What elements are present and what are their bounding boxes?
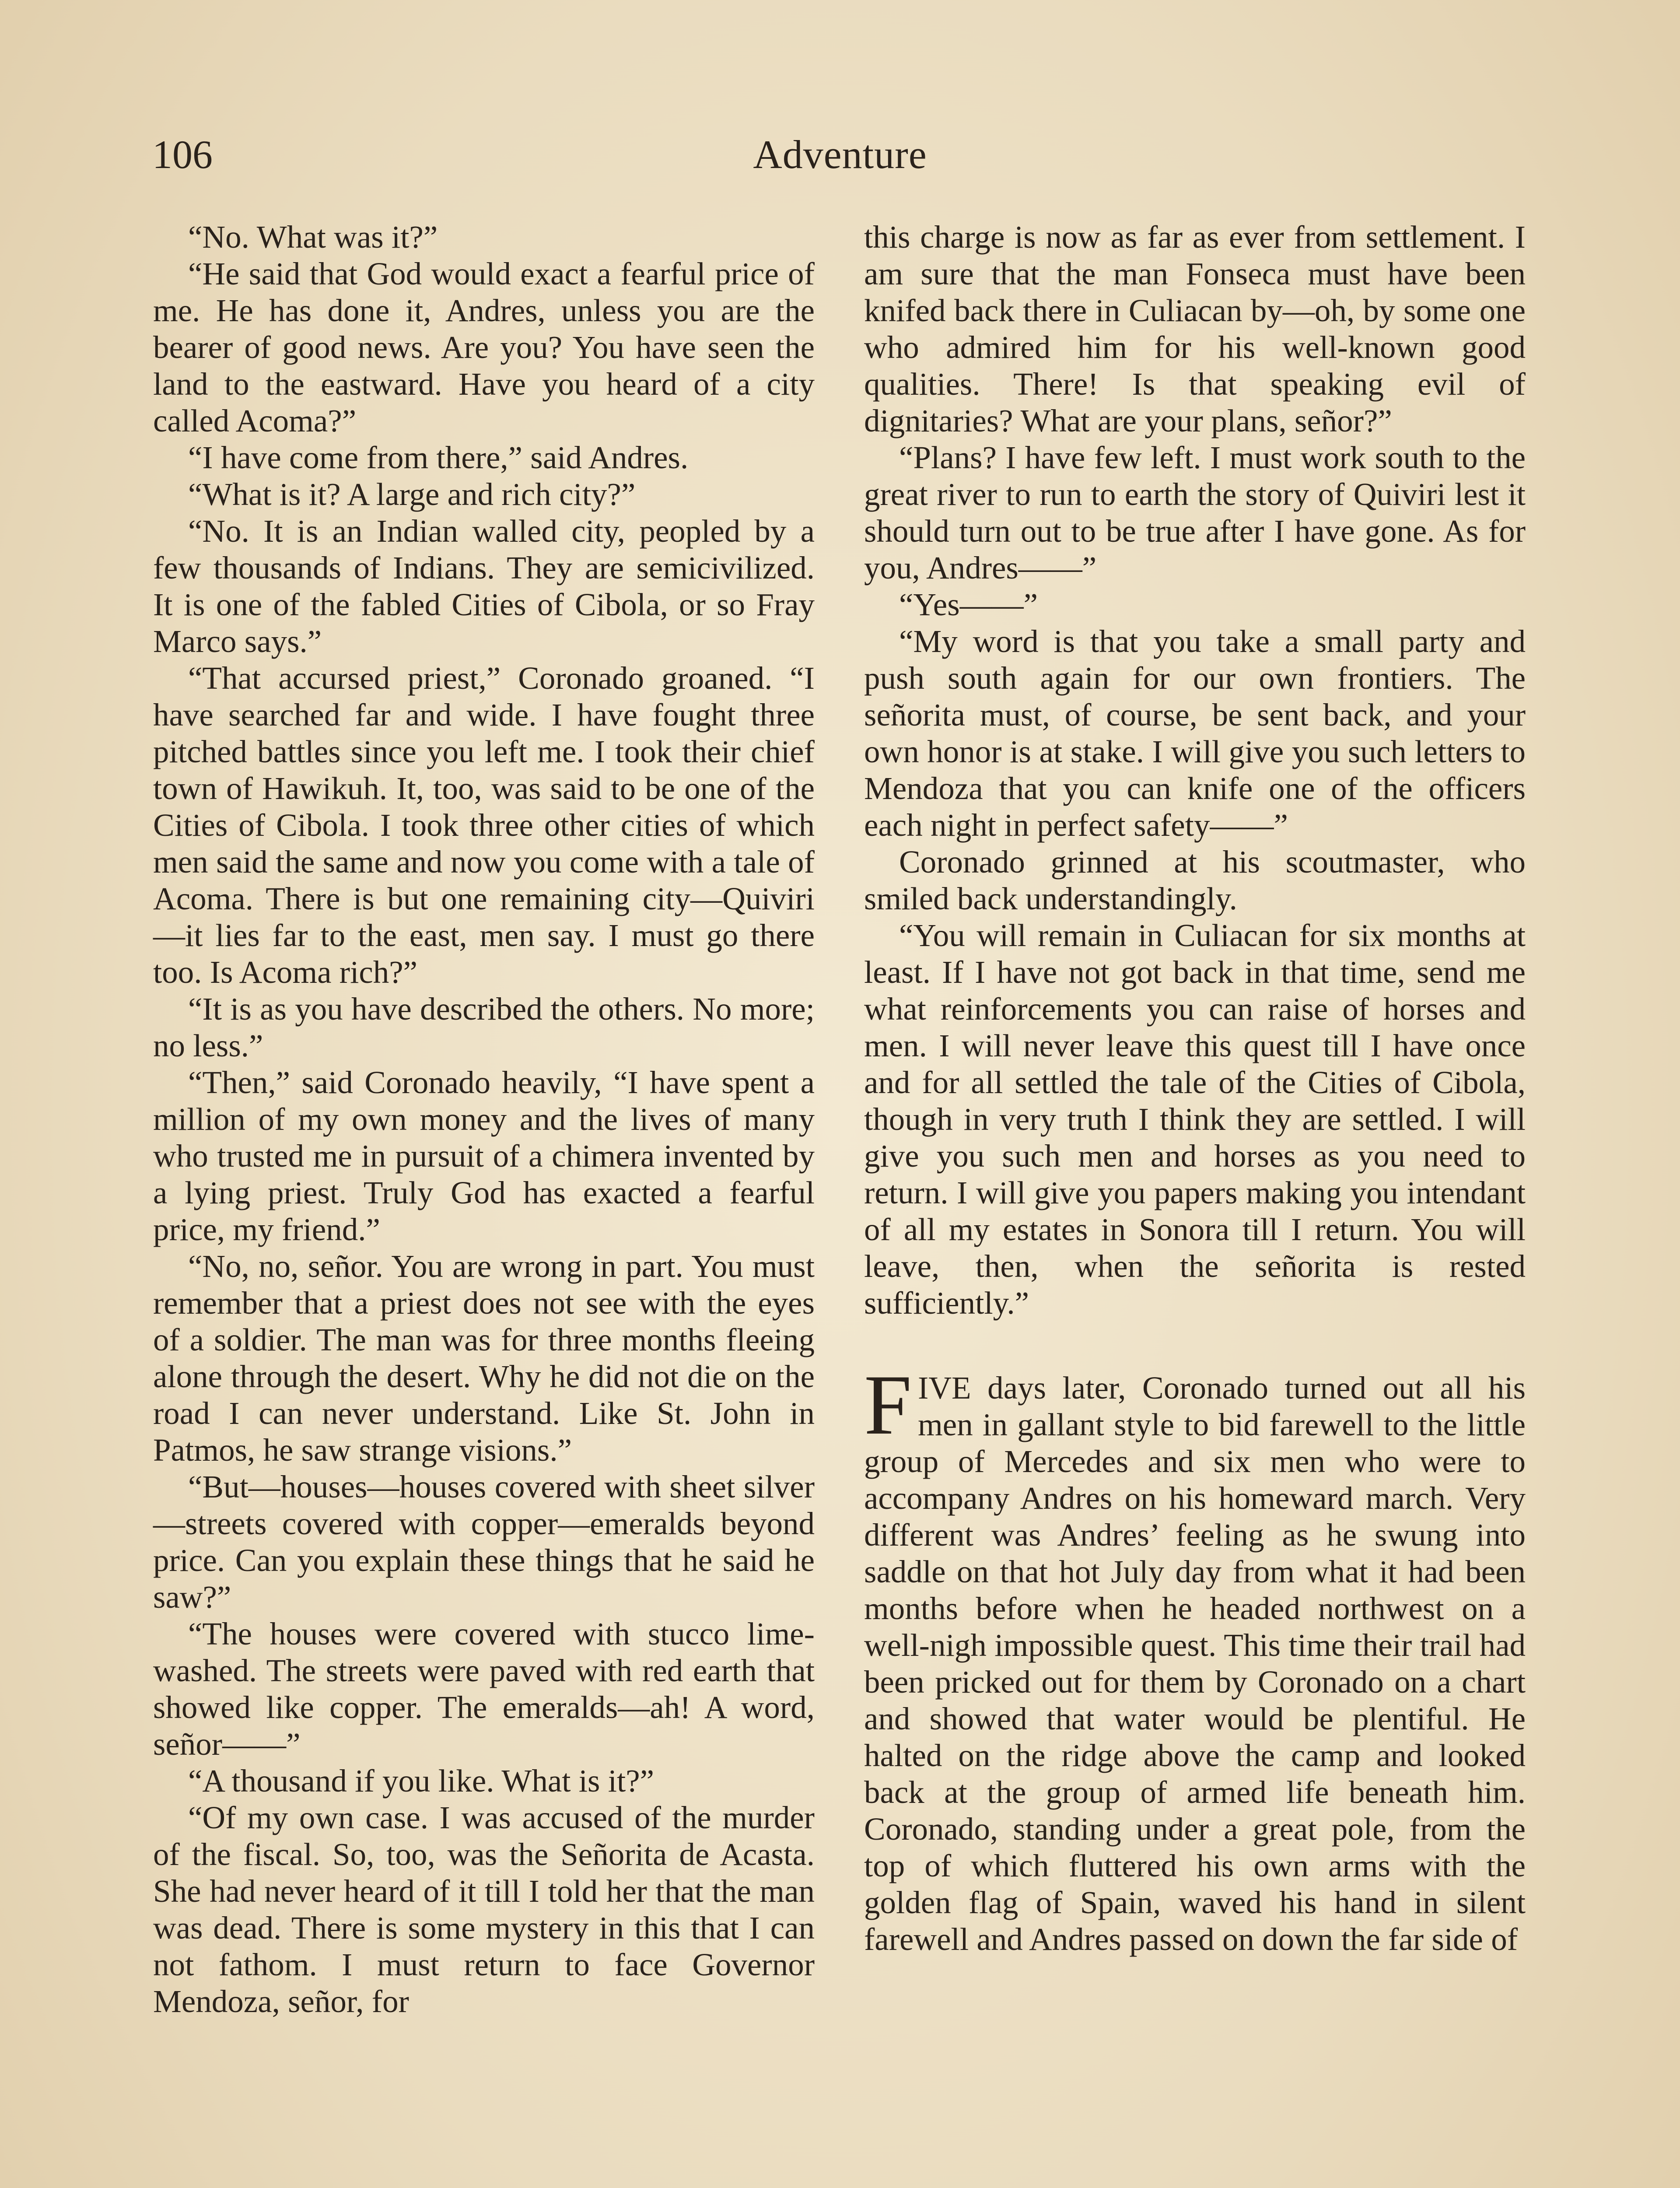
paragraph: “No, no, señor. You are wrong in part. You must remember that a priest does not see with the eyes of a soldier. The man was for three months fleeing alone through the desert. Why he did not die on the road I can never understand. Like St. John in Patmos, he saw strange visions.” — [153, 1248, 815, 1468]
paragraph: “That accursed priest,” Coronado groaned. “I have searched far and wide. I have fought three pitched battles since you left me. I took their chief town of Hawikuh. It, too, was said to be one of the Cities of Cibola. I took three other cities of which men said the same and now you come with a tale of Acoma. There is but one remaining city—Quiviri—it lies far to the east, men say. I must go there too. Is Acoma rich?” — [153, 660, 815, 990]
page-header — [152, 131, 1528, 184]
right-column — [864, 219, 1526, 1958]
paragraph: “What is it? A large and rich city?” — [188, 477, 636, 512]
running-title: Adventure — [753, 132, 927, 177]
section-opening-paragraph — [864, 1357, 1526, 1958]
paragraph: “Yes——” — [899, 587, 1038, 622]
paragraph: this charge is now as far as ever from settlement. I am sure that the man Fonseca must have been knifed back there in Culiacan by—oh, by some one who admired him for his well-known good qualities. There! Is that speaking evil of dignitaries? What are your plans, señor?” — [864, 219, 1526, 438]
paragraph: “A thousand if you like. What is it?” — [188, 1763, 654, 1799]
paragraph: “The houses were covered with stucco lime-washed. The streets were paved with red earth that showed like copper. The emeralds—ah! A word, señor——” — [153, 1616, 815, 1762]
paragraph: “He said that God would exact a fearful price of me. He has done it, Andres, unless you are the bearer of good news. Are you? You have seen the land to the eastward. Have you heard of a city called Acoma?” — [153, 256, 815, 438]
paragraph: “Plans? I have few left. I must work south to the great river to run to earth the story of Quiviri lest it should turn out to be true after I have gone. As for you, Andres——” — [864, 440, 1526, 586]
paragraph: “No. It is an Indian walled city, peopled by a few thousands of Indians. They are semicivilized. It is one of the fabled Cities of Cibola, or so Fray Marco says.” — [153, 513, 815, 659]
section-opening-text: IVE days later, Coronado turned out all his men in gallant style to bid farewell to the little group of Mercedes and six men who were to accompany Andres on his homeward march. Very different was Andres’ feeling as he swung into saddle on that hot July day from what it had been months before when he headed northwest on a well-nigh impossible quest. This time their trail had been pricked out for them by Coronado on a chart and showed that water would be plentiful. He halted on the ridge above the camp and looked back at the group of armed life beneath him. Coronado, standing under a great pole, from the top of which fluttered his own arms with the golden flag of Spain, waved his hand in silent farewell and Andres passed on down the far side of — [864, 1370, 1526, 1957]
right-column-paragraphs — [864, 219, 1526, 1322]
paragraph: “I have come from there,” said Andres. — [188, 440, 689, 475]
paragraph: “It is as you have described the others. No more; no less.” — [153, 991, 815, 1063]
paragraph: “No. What was it?” — [188, 219, 438, 255]
paragraph: “Then,” said Coronado heavily, “I have spent a million of my own money and the lives of many who trusted me in pursuit of a chimera invented by a lying priest. Truly God has exacted a fearful price, my friend.” — [153, 1065, 815, 1247]
left-column — [153, 219, 815, 2020]
paragraph: “But—houses—houses covered with sheet silver—streets covered with copper—emeralds beyond price. Can you explain these things that he said he saw?” — [153, 1469, 815, 1615]
drop-cap: F — [864, 1357, 912, 1452]
paragraph: “You will remain in Culiacan for six months at least. If I have not got back in that time, send me what reinforcements you can raise of horses and men. I will never leave this quest till I have once and for all settled the tale of the Cities of Cibola, though in very truth I think they are settled. I will give you such men and horses as you need to return. I will give you papers making you intendant of all my estates in Sonora till I return. You will leave, then, when the señorita is rested sufficiently.” — [864, 918, 1526, 1321]
paragraph: Coronado grinned at his scoutmaster, who smiled back understandingly. — [864, 844, 1526, 916]
page-number: 106 — [152, 132, 213, 177]
paragraph: “Of my own case. I was accused of the murder of the fiscal. So, too, was the Señorita de Acasta. She had never heard of it till I told her that the man was dead. There is some mystery in this that I can not fathom. I must return to face Governor Mendoza, señor, for — [153, 1800, 815, 2019]
paragraph: “My word is that you take a small party and push south again for our own frontiers. The señorita must, of course, be sent back, and your own honor is at stake. I will give you such letters to Mendoza that you can knife one of the officers each night in perfect safety——” — [864, 624, 1526, 843]
